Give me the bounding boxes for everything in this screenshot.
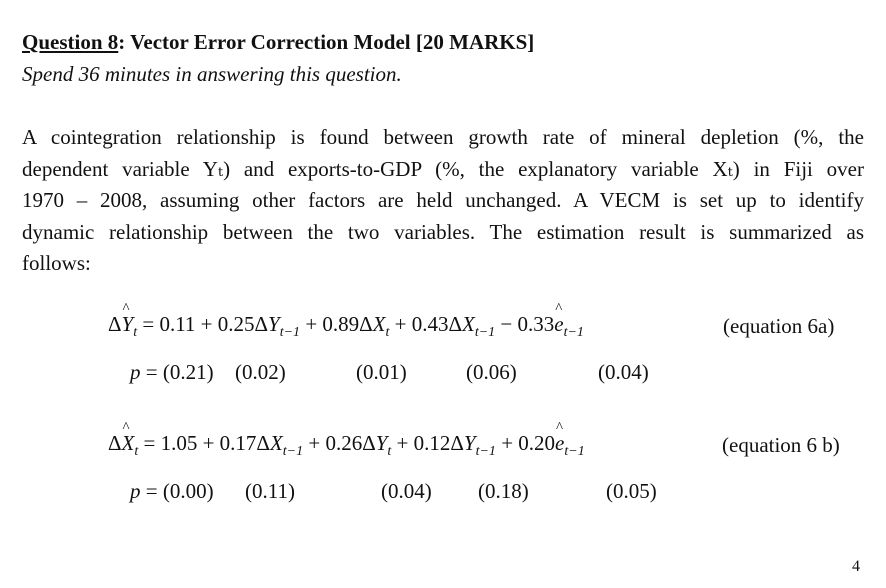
eq6b-coef-3: 0.12 [413, 431, 451, 455]
equation-6a-tag: (equation 6a) [723, 314, 835, 338]
p-label: p [130, 360, 141, 384]
eq6a-pvalue: = (0.21) [145, 360, 214, 384]
equation-6b: Δ^ $X_t = 1.05 + 0.17\Delta X_{t-1} + 0.26\Delta Y_t + 0.12\Delta Y_{t-1}$ + 0.20^ $e_{t-1}$ [108, 431, 585, 460]
eq6b-pvalue: (0.04) [381, 479, 432, 503]
paragraph-line: dynamic relationship between the two variables. The estimation result is summarized as [22, 219, 864, 244]
paragraph-line: dependent variable Yₜ) and exports-to-GDP (%, the explanatory variable Xₜ) in Fiji over [22, 156, 864, 181]
eq6a-coef-1: 0.25 [217, 312, 255, 336]
eq6b-pvalue: (0.05) [606, 479, 657, 503]
p-label: p [130, 479, 141, 503]
question-time-instruction: Spend 36 minutes in answering this question. [22, 62, 402, 86]
eq6a-coef-3: 0.43 [411, 312, 449, 336]
paragraph-line: follows: [22, 251, 91, 275]
eq6b-pvalue: (0.11) [245, 479, 295, 503]
eq6a-pvalue: (0.06) [466, 360, 517, 384]
paragraph-line: 1970 – 2008, assuming other factors are held unchanged. A VECM is set up to identify [22, 188, 864, 212]
equation-6b-tag: (equation 6 b) [722, 433, 840, 457]
question-heading [22, 30, 534, 55]
question-label: Question 8 [22, 30, 119, 54]
eq6a-pvalue: (0.04) [598, 360, 649, 384]
question-title: : Vector Error Correction Model [20 MARKS] [118, 30, 535, 54]
eq6b-coef-4: 0.20 [518, 431, 556, 455]
eq6b-coef-1: 0.17 [219, 431, 257, 455]
eq6b-pvalues-row [130, 479, 214, 504]
eq6a-coef-4: 0.33 [517, 312, 555, 336]
eq6b-coef-2: 0.26 [325, 431, 363, 455]
eq6a-constant: 0.11 [159, 312, 196, 336]
eq6b-pvalue: (0.18) [478, 479, 529, 503]
page-number: 4 [852, 558, 860, 575]
question-paragraph [22, 122, 864, 280]
eq6b-constant: 1.05 [160, 431, 198, 455]
paragraph-line: A cointegration relationship is found between growth rate of mineral depletion (%, the [22, 125, 864, 149]
equation-6a: Δ^ $Y_t = 0.11 + 0.25\Delta Y_{t-1} + 0.89\Delta X_t + 0.43\Delta X_{t-1}$ − 0.33^ $e_{t-1}$ [108, 312, 584, 341]
eq6a-pvalues-row [130, 360, 214, 385]
eq6a-pvalue: (0.01) [356, 360, 407, 384]
eq6a-pvalue: (0.02) [235, 360, 286, 384]
eq6a-coef-2: 0.89 [322, 312, 360, 336]
eq6b-pvalue: = (0.00) [145, 479, 214, 503]
